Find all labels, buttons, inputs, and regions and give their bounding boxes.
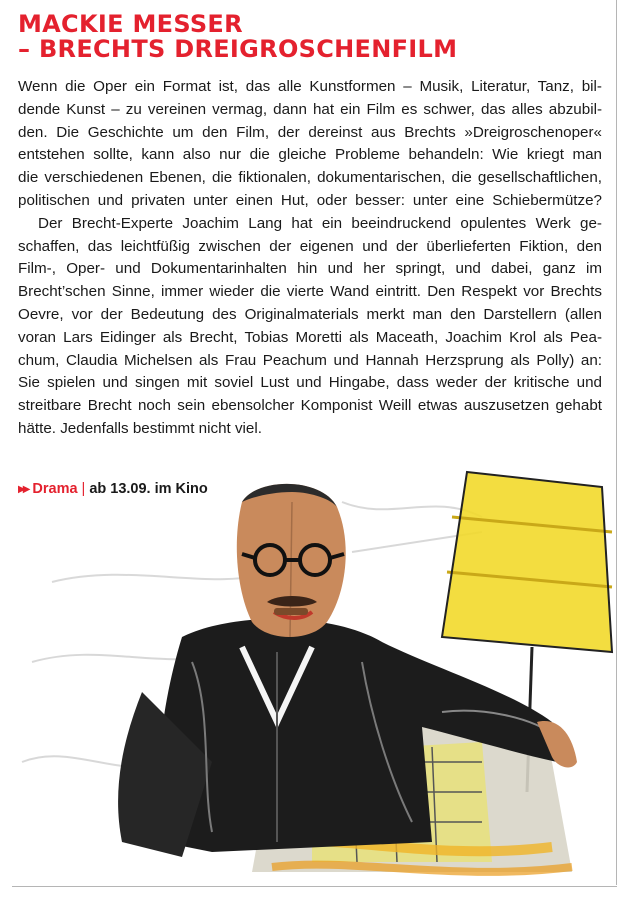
body-line: den. Die Geschichte um den Film, der dereinst aus Brechts »Dreigroschenoper« bbox=[18, 123, 602, 141]
release-info: ab 13.09. im Kino bbox=[89, 481, 208, 497]
article-body bbox=[18, 76, 602, 441]
body-line: Film-, Oper- und Dokumentarinhalten hin und her springt, und dabei, ganz im bbox=[18, 260, 602, 278]
body-line: Sie spielen und singen mit soviel Lust und Hingabe, dass weder der kritische und bbox=[18, 374, 602, 392]
body-line: Der Brecht-Experte Joachim Lang hat ein beeindruckend opulentes Werk ge- bbox=[38, 214, 602, 232]
film-meta bbox=[18, 480, 208, 499]
body-line: schaffen, das leichtfüßig zwischen der eigenen und der überlieferten Fiktion, den bbox=[18, 237, 602, 255]
body-line: Oevre, vor der Bedeutung des Originalmaterials merkt man den Darstellern (allen bbox=[18, 305, 602, 323]
portrait-illustration bbox=[12, 462, 617, 887]
bottom-rule bbox=[12, 886, 617, 887]
headline-line-1: MACKIE MESSER bbox=[18, 10, 243, 38]
body-line: entstehen sollte, kann also nur die gleiche Probleme behandeln: Wie kriegt man bbox=[18, 146, 602, 164]
body-line: hätte. Jedenfalls bestimmt nicht viel. bbox=[18, 419, 262, 437]
body-line: Brecht’schen Sinne, immer wieder die vierte Wand eintritt. Den Respekt vor Brechts bbox=[18, 283, 602, 301]
body-line: politischen und privaten unter einen Hut, oder besser: unter eine Schiebermütze? bbox=[18, 191, 602, 209]
body-line: streitbare Brecht noch sein ebensolcher Komponist Weill etwas auszusetzen gehabt bbox=[18, 397, 602, 415]
meta-separator: | bbox=[81, 481, 86, 497]
article-headline bbox=[18, 12, 457, 62]
body-line: voran Lars Eidinger als Brecht, Tobias Moretti als Maceath, Joachim Krol als Pea- bbox=[18, 328, 602, 346]
headline-line-2: – BRECHTS DREIGROSCHENFILM bbox=[18, 35, 458, 63]
genre-label: Drama bbox=[32, 481, 78, 497]
body-line: chum, Claudia Michelsen als Frau Peachum und Hannah Herzsprung als Polly) an: bbox=[18, 351, 602, 369]
body-line: Wenn die Oper ein Format ist, das alle Kunstformen – Musik, Literatur, Tanz, bil- bbox=[18, 78, 602, 95]
double-arrow-icon: ▶▶ bbox=[18, 484, 28, 495]
body-line: dende Kunst – zu vereinen vermag, dann hat ein Film es schwer, das alles abzubil- bbox=[18, 100, 602, 118]
body-line: die verschiedenen Ebenen, die fiktionalen, dokumentarischen, die gesellschaftlichen, bbox=[18, 169, 602, 187]
cigar-icon bbox=[274, 608, 308, 615]
